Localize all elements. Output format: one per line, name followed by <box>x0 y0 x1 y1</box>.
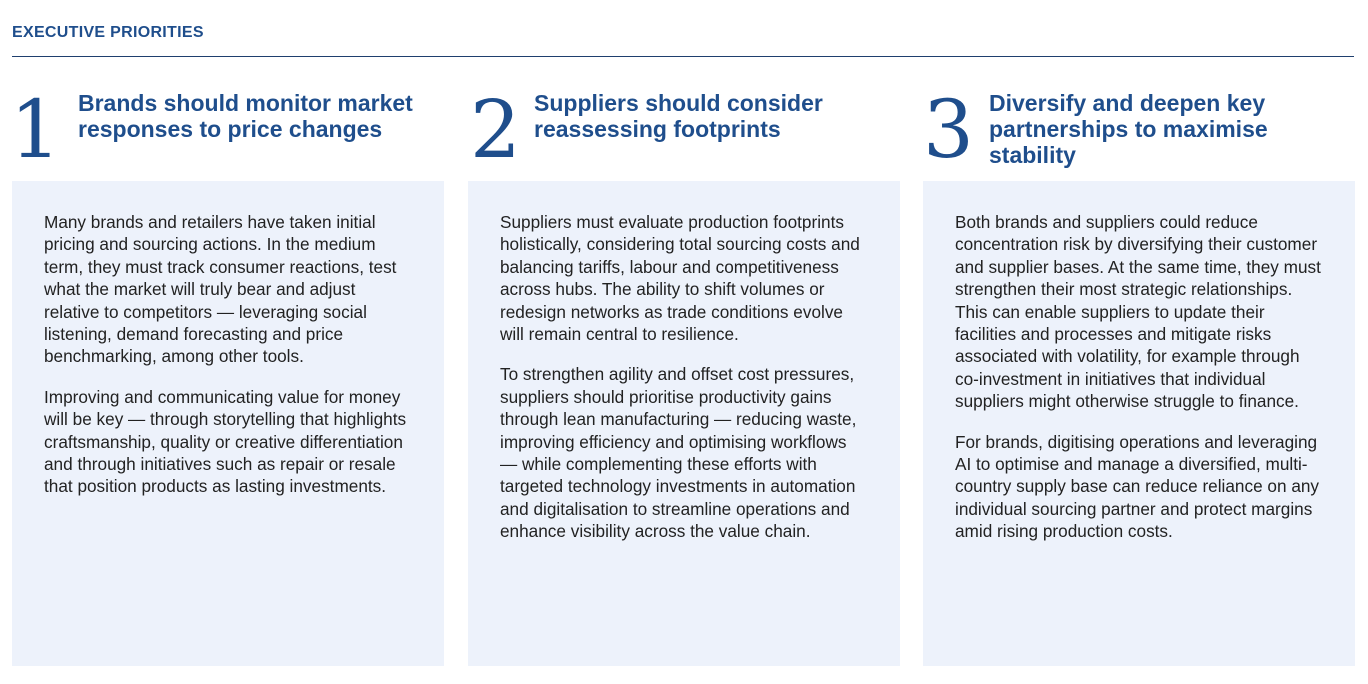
panel-paragraph: Suppliers must evaluate production footprints holistically, considering total sourcing costs and balancing tariffs, labour and competitiveness across hubs. The ability to shift volumes or redesign networks as trade conditions evolve will remain central to resilience. <box>500 212 860 345</box>
priority-panel <box>12 181 444 666</box>
section-title: EXECUTIVE PRIORITIES <box>12 24 204 41</box>
section-divider <box>12 56 1354 57</box>
priority-heading: Brands should monitor market responses to price changes <box>78 90 413 142</box>
priority-number: 1 <box>10 83 61 176</box>
priority-heading: Diversify and deepen key partnerships to maximise stability <box>989 90 1268 168</box>
priority-panel <box>468 181 900 666</box>
priority-panel <box>923 181 1355 666</box>
panel-paragraph: Both brands and suppliers could reduce concentration risk by diversifying their customer and supplier bases. At the same time, they must strengthen their most strategic relationships. This can enable suppliers to update their facilities and processes and mitigate risks associated with volatility, for example through co-investment in initiatives that individual suppliers might otherwise struggle to finance. <box>955 212 1321 412</box>
panel-paragraph: Improving and communicating value for money will be key — through storytelling that highlights craftsmanship, quality or creative differentiation and through initiatives such as repair or resale that position products as lasting investments. <box>44 386 407 497</box>
priority-number: 3 <box>923 83 974 176</box>
priority-heading: Suppliers should consider reassessing footprints <box>534 90 823 142</box>
panel-paragraph: Many brands and retailers have taken initial pricing and sourcing actions. In the medium term, they must track consumer reactions, test what the market will truly bear and adjust relative to competitors — leveraging social listening, demand forecasting and price benchmarking, among other tools. <box>44 212 397 367</box>
panel-paragraph: For brands, digitising operations and leveraging AI to optimise and manage a diversified, multi-country supply base can reduce reliance on any individual sourcing partner and protect margins amid rising production costs. <box>955 431 1320 542</box>
panel-paragraph: To strengthen agility and offset cost pressures, suppliers should prioritise productivity gains through lean manufacturing — reducing waste, improving efficiency and optimising workflows — while complementing these efforts with targeted technology investments in automation and digitalisation to streamline operations and enhance visibility across the value chain. <box>500 364 857 542</box>
priority-number: 2 <box>470 83 521 176</box>
